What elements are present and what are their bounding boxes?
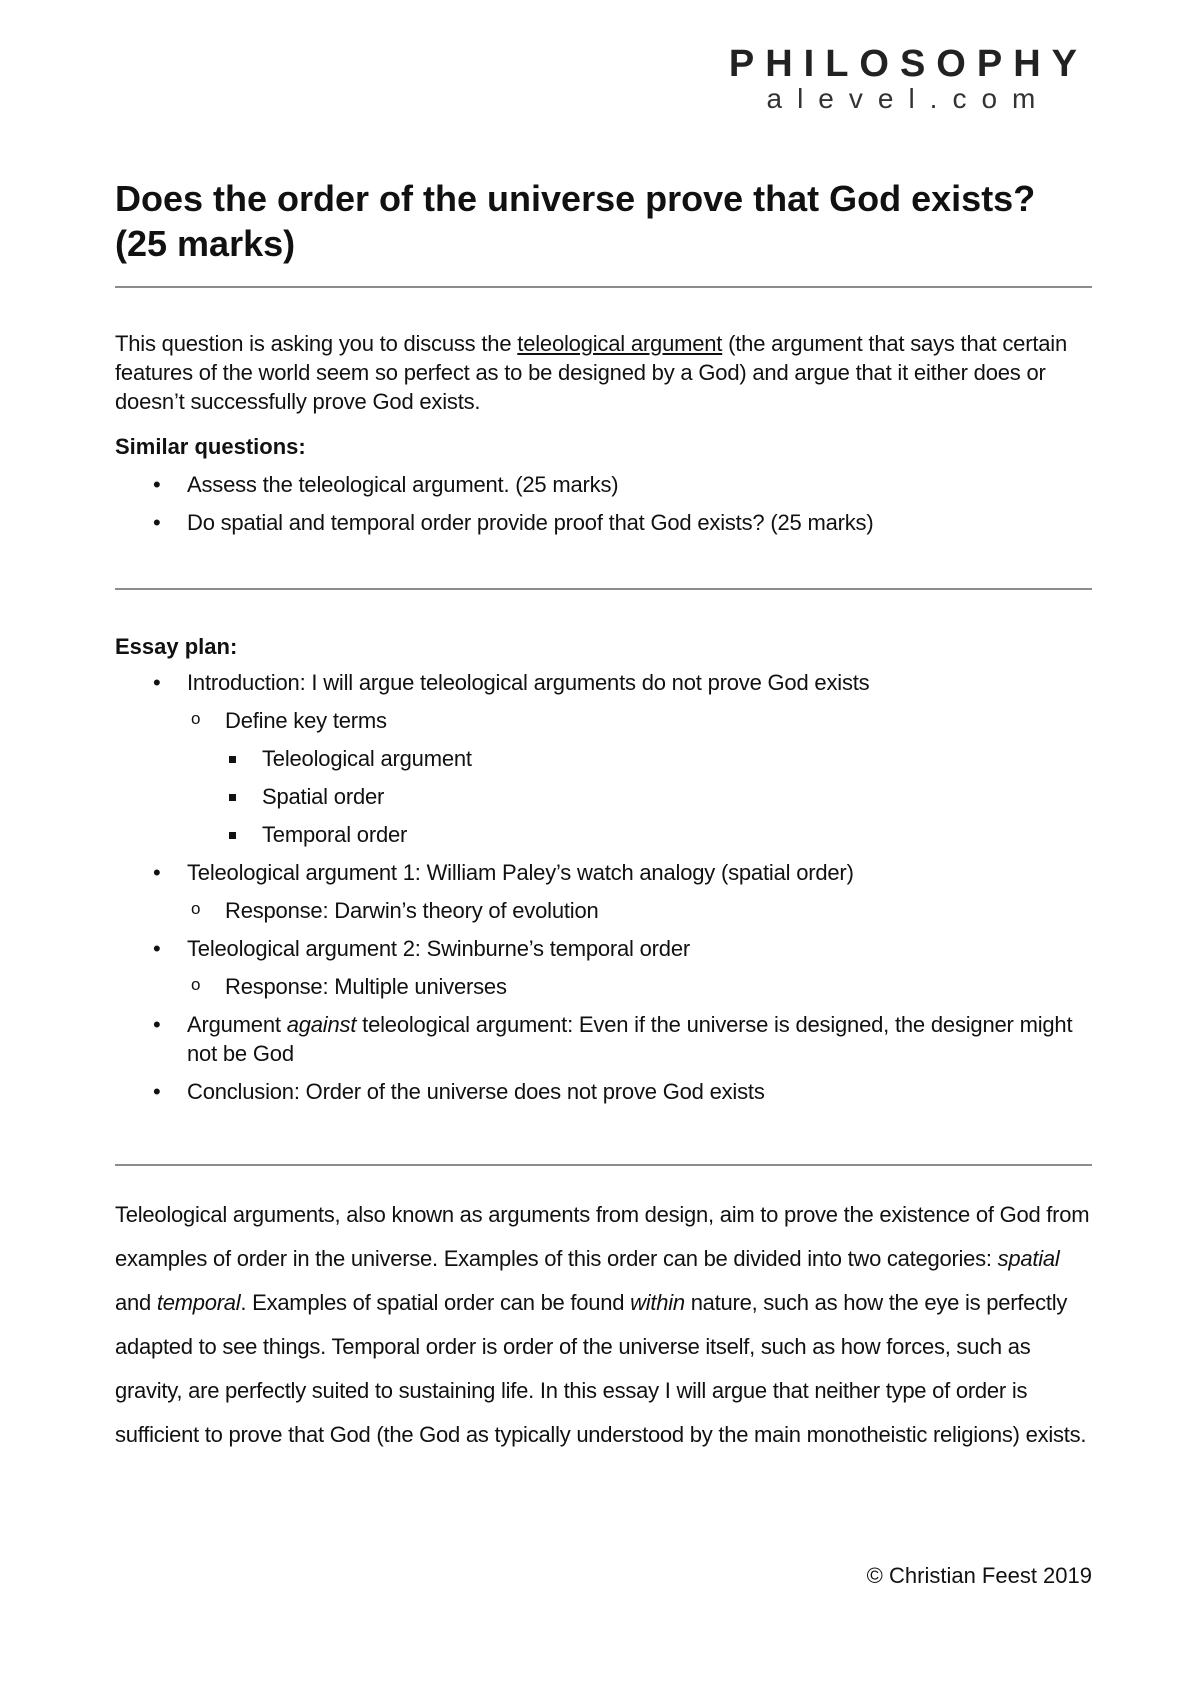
plan-item-argument-1: • Teleological argument 1: William Paley’s watch analogy (spatial order) (115, 858, 1092, 887)
body-text-2: and (115, 1290, 157, 1315)
body-text-3: . Examples of spatial order can be found (240, 1290, 631, 1315)
essay-plan (115, 632, 1092, 1115)
plan-term: Teleological argument (115, 744, 1092, 773)
divider (115, 286, 1092, 288)
similar-questions-list (115, 470, 1092, 537)
against-text-after: teleological argument: Even if the universe is designed, the designer might not be God (187, 1012, 1073, 1066)
plan-item-argument-against (115, 1010, 1092, 1068)
body-emphasis-within: within (630, 1290, 685, 1315)
page-title (115, 176, 1092, 266)
plan-term: Spatial order (115, 782, 1092, 811)
title-line-1: Does the order of the universe prove that God exists? (115, 178, 1036, 219)
plan-item-conclusion: • Conclusion: Order of the universe does not prove God exists (115, 1077, 1092, 1106)
body-emphasis-spatial: spatial (997, 1246, 1060, 1271)
body-text-4: nature, such as how the eye is perfectly adapted to see things. Temporal order is order of the universe itself, such as how forces, such as gravity, are perfectly suited to sustaining life. In this essay I will argue that neither type of order is sufficient to prove that God (the God as typically understood by the main monotheistic religions) exists. (115, 1290, 1087, 1447)
plan-item-introduction: • Introduction: I will argue teleological arguments do not prove God exists (115, 668, 1092, 697)
plan-item-argument-2: • Teleological argument 2: Swinburne’s temporal order (115, 934, 1092, 963)
intro-text-after: (the argument that says that certain features of the world seem so perfect as to be designed by a God) and argue that it either does or doesn’t successfully prove God exists. (115, 331, 1068, 414)
body-emphasis-temporal: temporal (156, 1290, 241, 1315)
logo-wordmark-top: PHILOSOPHY (728, 43, 1088, 85)
plan-item-define-terms: o Define key terms (115, 706, 1092, 735)
list-item: • Do spatial and temporal order provide proof that God exists? (25 marks) (115, 508, 1092, 537)
divider (115, 588, 1092, 590)
similar-questions-heading: Similar questions: (115, 434, 306, 459)
essay-plan-list (115, 668, 1092, 1106)
plan-item-argument-2-response: o Response: Multiple universes (115, 972, 1092, 1001)
plan-item-argument-1-response: o Response: Darwin’s theory of evolution (115, 896, 1092, 925)
essay-plan-heading: Essay plan: (115, 634, 238, 659)
copyright-footer: © Christian Feest 2019 (866, 1563, 1092, 1588)
site-logo (729, 44, 1088, 114)
against-text-before: Argument (187, 1012, 287, 1037)
plan-term: Temporal order (115, 820, 1092, 849)
title-line-2: (25 marks) (115, 223, 296, 264)
similar-questions (115, 432, 1092, 546)
body-text-1: Teleological arguments, also known as arguments from design, aim to prove the existence of God from examples of order in the universe. Examples of this order can be divided into two categories: (115, 1202, 1090, 1271)
intro-text-before: This question is asking you to discuss the (115, 331, 518, 356)
teleological-argument-link[interactable]: teleological argument (517, 331, 723, 356)
logo-wordmark-bottom: alevel.com (766, 83, 1051, 114)
list-item: • Assess the teleological argument. (25 marks) (115, 470, 1092, 499)
essay-introduction-paragraph (115, 1193, 1092, 1457)
divider (115, 1164, 1092, 1166)
against-emphasis: against (286, 1012, 357, 1037)
intro-paragraph (115, 329, 1092, 416)
